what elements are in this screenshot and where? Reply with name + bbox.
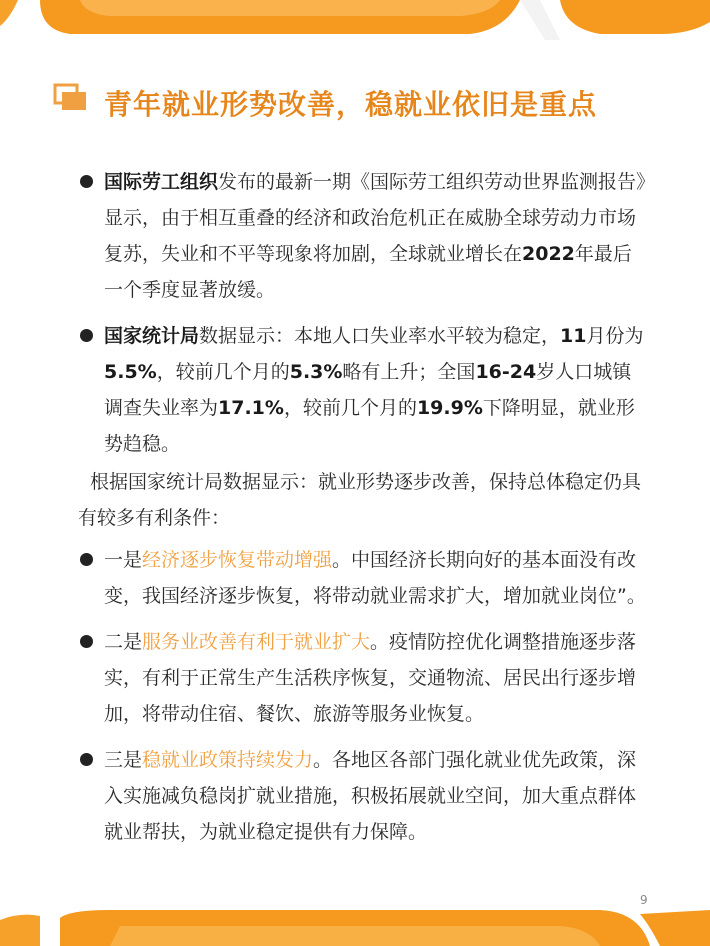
list-item: [78, 742, 648, 850]
bullet-icon: [80, 635, 93, 648]
list-item: [78, 164, 648, 308]
stat-value: 11: [560, 325, 587, 347]
item-text: 略有上升；全国: [342, 361, 476, 383]
list-item: [78, 542, 648, 614]
highlight-text: 经济逐步恢复带动增强: [142, 549, 333, 571]
item-prefix: 三是: [104, 749, 143, 771]
item-text: 下降明显，就业形势趋稳。: [104, 397, 635, 455]
bullet-icon: [80, 175, 93, 188]
item-text: 数据显示：本地人口失业率水平较为稳定，: [199, 325, 561, 347]
highlight-text: 服务业改善有利于就业扩大: [142, 631, 371, 653]
bullet-icon: [80, 553, 93, 566]
article-body: [78, 164, 648, 850]
item-text: 岁人口城镇调查失业率为: [104, 361, 632, 419]
bullet-icon: [80, 329, 93, 342]
list-item: [78, 624, 648, 732]
item-text: 。中国经济长期向好的基本面没有改变，我国经济逐步恢复，将带动就业需求扩大，增加就业岗位”。: [104, 549, 646, 607]
stat-value: 16-24: [475, 361, 537, 383]
stat-value: 5.5%: [104, 361, 157, 383]
highlight-text: 稳就业政策持续发力: [142, 749, 314, 771]
stat-value: 17.1%: [218, 397, 284, 419]
intro-paragraph: 根据国家统计局数据显示：就业形势逐步改善，保持总体稳定仍具有较多有利条件：: [78, 471, 642, 529]
item-text: 年最后一个季度显著放缓。: [104, 243, 632, 301]
item-prefix: 二是: [104, 631, 143, 653]
page-title: 青年就业形势改善，稳就业依旧是重点: [104, 88, 598, 121]
section-heading: [52, 80, 672, 130]
source-name: 国家统计局: [104, 325, 200, 347]
year-value: 2022: [522, 243, 575, 265]
page-number: 9: [640, 893, 648, 907]
stat-value: 19.9%: [416, 397, 483, 419]
item-text: 发布的最新一期《国际劳工组织劳动世界监测报告》显示，由于相互重叠的经济和政治危机正在威胁全球劳动力市场复苏，失业和不平等现象将加剧，全球就业增长在: [104, 171, 646, 265]
item-text: 。疫情防控优化调整措施逐步落实，有利于正常生产生活秩序恢复，交通物流、居民出行逐步增加，将带动住宿、餐饮、旅游等服务业恢复。: [104, 631, 637, 725]
item-text: 。各地区各部门强化就业优先政策，深入实施减负稳岗扩就业措施，积极拓展就业空间，加大重点群体就业帮扶，为就业稳定提供有力保障。: [104, 749, 637, 843]
bottom-decorative-band: [0, 906, 710, 946]
item-text: ，较前几个月的: [156, 361, 290, 383]
item-text: ，较前几个月的: [283, 397, 417, 419]
top-decorative-band: [0, 0, 710, 40]
square-bullet-icon: [52, 82, 90, 112]
source-name: 国际劳工组织: [104, 171, 219, 193]
item-prefix: 一是: [104, 549, 143, 571]
item-text: 月份为: [586, 325, 644, 347]
bullet-icon: [80, 753, 93, 766]
list-item: [78, 318, 648, 462]
stat-value: 5.3%: [289, 361, 343, 383]
